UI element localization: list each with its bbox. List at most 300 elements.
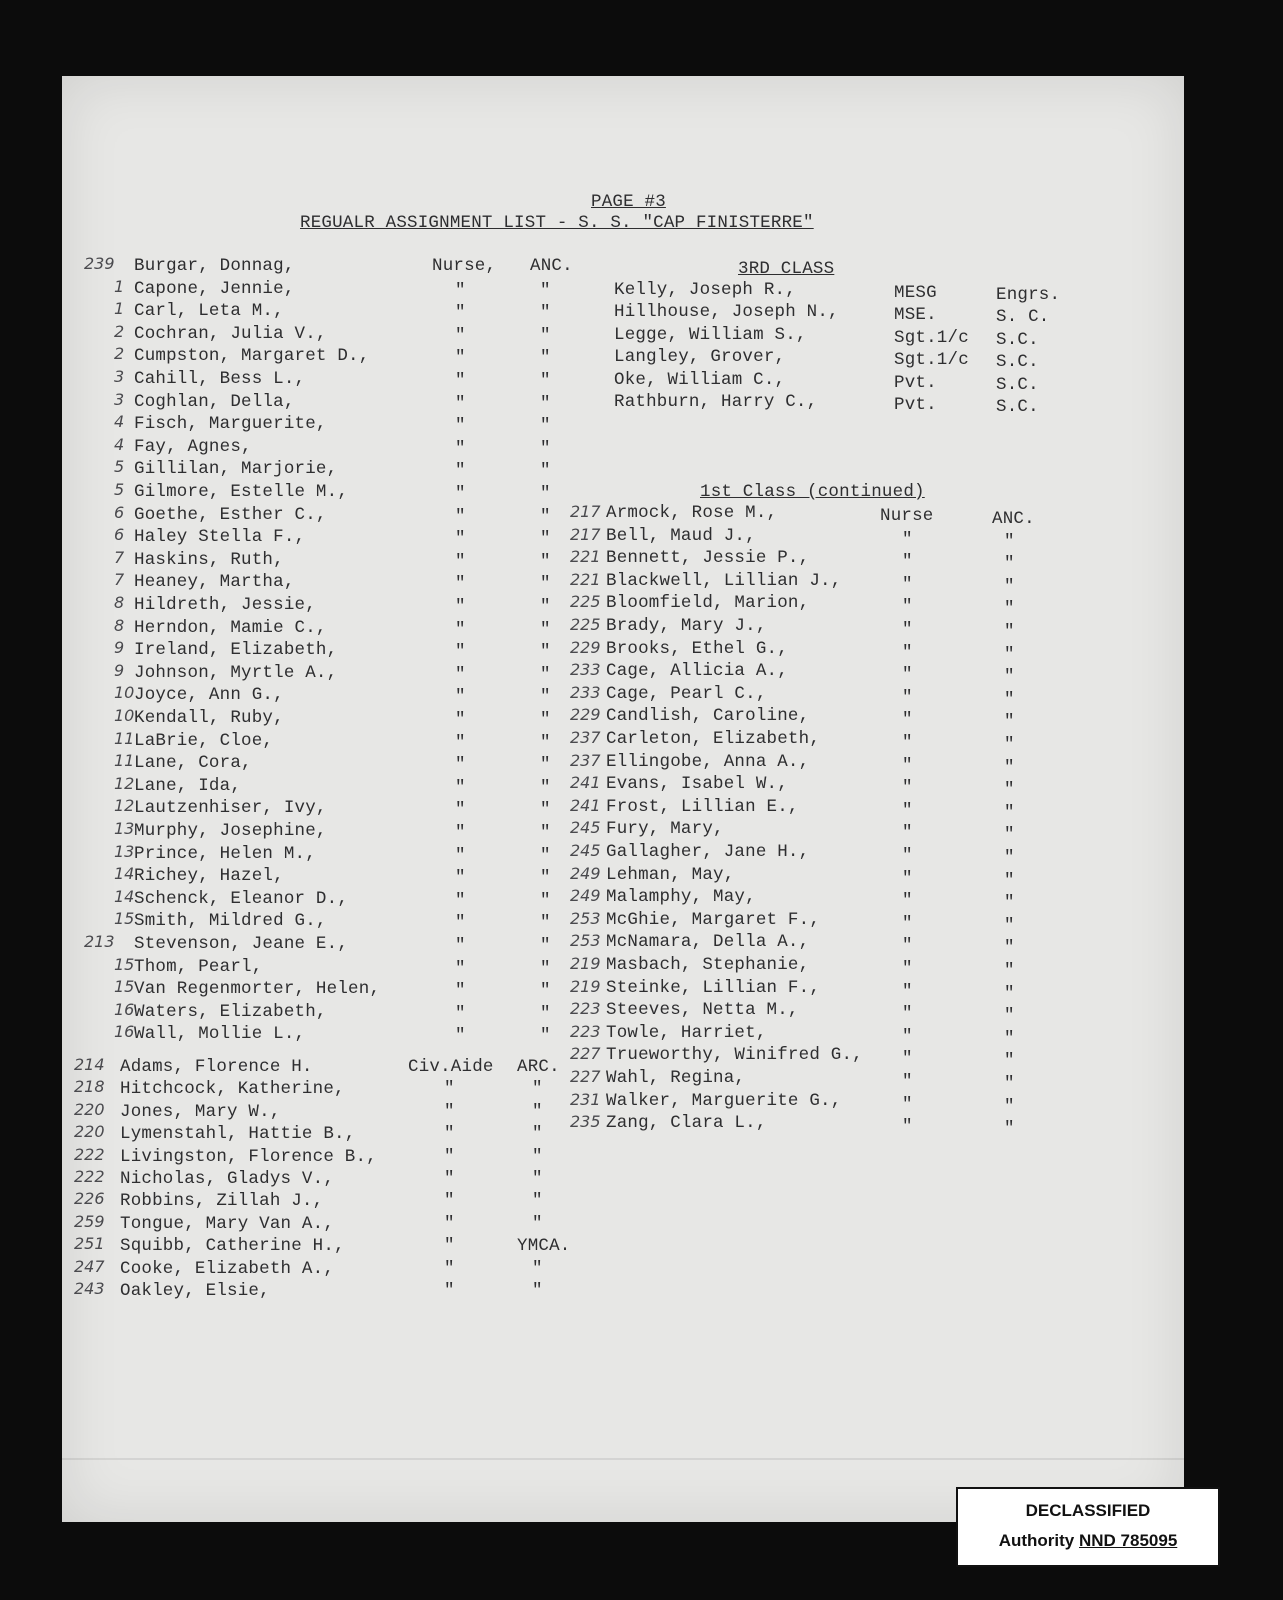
row-mark: 220 (74, 1122, 105, 1142)
first-class-name: Gallagher, Jane H., (606, 842, 810, 862)
first-class-col2: " (1004, 938, 1015, 959)
first-class-col2: " (1004, 667, 1015, 688)
aide-col2: " (532, 1281, 543, 1301)
aide-name: Robbins, Zillah J., (120, 1191, 324, 1212)
nurse-name: Fay, Agnes, (134, 436, 252, 457)
aide-name: Nicholas, Gladys V., (120, 1169, 335, 1189)
row-mark: 233 (570, 660, 601, 680)
nurse-name: Coghlan, Della, (134, 391, 295, 412)
aide-col2: " (532, 1079, 543, 1100)
nurse-name: Cumpston, Margaret D., (134, 346, 370, 367)
nurse-col2: " (540, 1003, 551, 1024)
aide-name: Adams, Florence H. (120, 1057, 313, 1077)
third-class-rank: Pvt. (894, 372, 937, 393)
nurse-col1: " (455, 642, 466, 663)
first-class-col1: " (902, 868, 913, 889)
nurse-col1: " (455, 913, 466, 934)
first-class-col2: " (1004, 689, 1015, 710)
nurse-name: Gillilan, Marjorie, (134, 459, 338, 480)
first-class-col2: " (1004, 1074, 1015, 1094)
first-class-col2: " (1004, 554, 1015, 575)
row-mark: 3 (114, 389, 125, 409)
row-mark: 241 (570, 773, 601, 793)
first-class-name: Candlish, Caroline, (606, 706, 810, 727)
first-class-name: Frost, Lillian E., (606, 796, 799, 817)
third-class-title: 3RD CLASS (738, 259, 835, 279)
first-col-header-anc: ANC. (992, 509, 1035, 529)
first-class-name: Wahl, Regina, (606, 1068, 746, 1088)
nurse-col2: " (540, 823, 551, 843)
row-mark: 217 (570, 524, 601, 544)
first-class-col2: " (1004, 870, 1015, 891)
row-mark: 11 (114, 751, 135, 771)
row-mark: 2 (114, 321, 125, 341)
nurse-col2: " (540, 393, 551, 414)
row-mark: 11 (114, 728, 135, 748)
left-col-header-nurse: Nurse, (432, 256, 497, 276)
row-mark: 245 (570, 841, 601, 860)
stamp-authority-number: NND 785095 (1079, 1531, 1178, 1550)
first-class-col1: " (902, 1094, 913, 1115)
nurse-col2: " (540, 348, 551, 369)
row-mark: 219 (570, 976, 601, 996)
third-class-branch: Engrs. (996, 285, 1061, 305)
aide-name: Hitchcock, Katherine, (120, 1079, 345, 1100)
nurse-col1: " (455, 687, 466, 708)
row-mark: 8 (114, 615, 125, 635)
first-class-col2: " (1004, 1096, 1015, 1117)
first-class-col1: " (902, 552, 913, 573)
aide-name: Oakley, Elsie, (120, 1281, 270, 1301)
row-mark: 225 (570, 615, 601, 634)
nurse-col1: " (455, 619, 466, 640)
nurse-col2: " (540, 416, 551, 437)
third-class-branch: S.C. (996, 329, 1039, 350)
first-class-name: Fury, Mary, (606, 819, 724, 840)
first-class-col2: " (1004, 1119, 1015, 1140)
stamp-authority-label: Authority (998, 1531, 1075, 1550)
row-mark: 226 (74, 1189, 105, 1209)
nurse-col2: " (540, 551, 551, 572)
aide-name: Cooke, Elizabeth A., (120, 1258, 335, 1279)
aide-name: Jones, Mary W., (120, 1101, 281, 1122)
nurse-col1: " (455, 529, 466, 550)
nurse-col1: " (455, 280, 466, 301)
nurse-col1: " (455, 936, 466, 956)
aide-col1: " (444, 1213, 455, 1234)
aide-col2: " (532, 1124, 543, 1145)
first-class-col2: " (1004, 848, 1015, 868)
page-label: PAGE #3 (591, 192, 666, 212)
first-class-col2: " (1004, 915, 1015, 936)
nurse-name: Joyce, Ann G., (134, 685, 284, 706)
nurse-col2: " (540, 574, 551, 595)
nurse-col1: " (455, 416, 466, 437)
left-col-header-anc: ANC. (530, 256, 573, 276)
nurse-col2: " (540, 303, 551, 324)
nurse-col2: " (540, 529, 551, 550)
nurse-col2: " (540, 280, 551, 301)
third-class-branch: S.C. (996, 397, 1039, 417)
aide-col1: " (444, 1191, 455, 1212)
nurse-name: Lane, Cora, (134, 753, 252, 774)
first-class-name: Ellingobe, Anna A., (606, 751, 810, 772)
nurse-name: Smith, Mildred G., (134, 911, 327, 932)
first-class-col1: " (902, 778, 913, 799)
first-class-col1: " (902, 733, 913, 753)
aide-col1: " (444, 1281, 455, 1301)
first-class-name: Towle, Harriet, (606, 1022, 767, 1043)
nurse-col2: " (540, 687, 551, 708)
nurse-col2: " (540, 732, 551, 753)
first-class-name: Cage, Pearl C., (606, 683, 767, 704)
third-class-name: Hillhouse, Joseph N., (614, 302, 839, 323)
row-mark: 16 (114, 999, 135, 1019)
row-mark: 15 (114, 909, 135, 929)
aide-name: Squibb, Catherine H., (120, 1236, 345, 1257)
aide-col2: " (532, 1213, 543, 1234)
first-class-name: Walker, Marguerite G., (606, 1090, 842, 1111)
aide-col2: " (532, 1169, 543, 1189)
nurse-name: Lautzenhiser, Ivy, (134, 798, 327, 819)
row-mark: 229 (570, 637, 601, 657)
nurse-col1: " (455, 1026, 466, 1047)
row-mark: 237 (570, 728, 601, 747)
first-class-col2: " (1004, 1006, 1015, 1027)
row-mark: 222 (74, 1167, 105, 1186)
nurse-col1: " (455, 823, 466, 843)
row-mark: 2 (114, 344, 125, 364)
stamp-authority (958, 1531, 1218, 1551)
row-mark: 231 (570, 1089, 601, 1109)
first-class-name: Lehman, May, (606, 864, 735, 885)
first-class-name: Malamphy, May, (606, 887, 756, 908)
declassified-stamp (956, 1487, 1220, 1567)
row-mark: 227 (570, 1067, 601, 1086)
third-class-name: Legge, William S., (614, 324, 807, 345)
row-mark: 213 (84, 932, 115, 951)
row-mark: 15 (114, 977, 135, 997)
aide-col1: Civ.Aide (408, 1057, 494, 1077)
first-class-name: Masbach, Stephanie, (606, 955, 810, 975)
first-class-col1: " (902, 597, 913, 618)
third-class-rank: Sgt.1/c (894, 350, 969, 371)
row-mark: 222 (74, 1144, 105, 1164)
row-mark: 259 (74, 1211, 105, 1231)
row-mark: 9 (114, 638, 125, 658)
nurse-col2: " (540, 506, 551, 527)
first-class-col1: " (902, 1117, 913, 1138)
first-class-col1: " (902, 913, 913, 934)
third-class-name: Rathburn, Harry C., (614, 392, 818, 412)
first-class-col2: " (1004, 1051, 1015, 1072)
aide-col2: " (532, 1146, 543, 1167)
first-class-name: Bell, Maud J., (606, 525, 756, 546)
row-mark: 7 (114, 570, 125, 590)
aide-col1: " (444, 1169, 455, 1189)
aide-col2: " (532, 1101, 543, 1122)
row-mark: 16 (114, 1022, 135, 1042)
first-class-col1: " (902, 665, 913, 686)
nurse-name: Van Regenmorter, Helen, (134, 979, 381, 1000)
first-class-col1: " (902, 981, 913, 1002)
row-mark: 1 (114, 276, 125, 296)
nurse-col2: " (540, 981, 551, 1002)
row-mark: 4 (114, 412, 125, 432)
nurse-col1: " (455, 348, 466, 369)
nurse-col1: " (455, 438, 466, 459)
aide-col1: " (444, 1236, 455, 1257)
row-mark: 229 (570, 705, 601, 725)
nurse-col1: " (455, 371, 466, 391)
first-class-col1: " (902, 1004, 913, 1025)
row-mark: 9 (114, 660, 125, 680)
first-class-col1: " (902, 846, 913, 866)
third-class-branch: S.C. (996, 352, 1039, 373)
first-class-name: Cage, Allicia A., (606, 661, 788, 682)
row-mark: 10 (114, 683, 135, 703)
nurse-name: Thom, Pearl, (134, 956, 263, 977)
row-mark: 253 (570, 908, 601, 928)
nurse-col2: " (540, 710, 551, 730)
first-class-col2: " (1004, 576, 1015, 597)
aide-name: Lymenstahl, Hattie B., (120, 1124, 356, 1145)
nurse-col2: " (540, 936, 551, 956)
row-mark: 249 (570, 863, 601, 883)
nurse-name: Wall, Mollie L., (134, 1024, 306, 1045)
first-class-col1: " (902, 710, 913, 731)
row-mark: 5 (114, 457, 125, 477)
row-mark: 227 (570, 1044, 601, 1064)
first-class-col2: " (1004, 735, 1015, 755)
row-mark: 249 (570, 886, 601, 906)
row-mark: 219 (570, 954, 601, 973)
nurse-col1: " (455, 484, 466, 504)
nurse-col2: " (540, 1026, 551, 1047)
aide-name: Livingston, Florence B., (120, 1146, 377, 1167)
first-class-col1: " (902, 891, 913, 912)
first-class-col1: " (902, 755, 913, 776)
first-class-name: Evans, Isabel W., (606, 774, 788, 795)
first-class-col2: " (1004, 712, 1015, 733)
third-class-rank: Sgt.1/c (894, 327, 969, 348)
nurse-col1: " (455, 664, 466, 685)
first-class-col2: " (1004, 644, 1015, 665)
third-class-rank: Pvt. (894, 395, 937, 415)
nurse-name: Fisch, Marguerite, (134, 414, 327, 435)
first-class-name: Trueworthy, Winifred G., (606, 1045, 863, 1066)
first-class-name: Steinke, Lillian F., (606, 977, 821, 998)
first-class-col1: " (902, 936, 913, 957)
aide-col2: YMCA. (517, 1236, 571, 1257)
row-mark: 7 (114, 547, 125, 567)
nurse-col1: " (455, 777, 466, 798)
first-class-name: Blackwell, Lillian J., (606, 570, 842, 591)
nurse-col1: " (455, 597, 466, 617)
row-mark: 5 (114, 480, 125, 499)
nurse-col2: " (540, 777, 551, 798)
nurse-name: Goethe, Esther C., (134, 504, 327, 525)
first-class-name: Armock, Rose M., (606, 503, 778, 523)
nurse-col2: " (540, 484, 551, 504)
row-mark: 13 (114, 841, 135, 861)
nurse-name: Capone, Jennie, (134, 278, 295, 299)
first-col-header-nurse: Nurse (880, 506, 934, 526)
nurse-col2: " (540, 913, 551, 934)
aide-col1: " (444, 1101, 455, 1122)
first-class-col2: " (1004, 825, 1015, 846)
row-mark: 217 (570, 502, 601, 521)
nurse-name: LaBrie, Cloe, (134, 730, 274, 751)
nurse-col1: " (455, 800, 466, 821)
third-class-branch: S.C. (996, 374, 1039, 395)
nurse-col1: " (455, 755, 466, 776)
first-class-col2: " (1004, 961, 1015, 981)
nurse-col2: " (540, 438, 551, 459)
row-mark: 14 (114, 886, 135, 906)
row-mark: 225 (570, 592, 601, 612)
first-class-col2: " (1004, 780, 1015, 801)
third-class-rank: MSE. (894, 305, 937, 326)
row-mark: 8 (114, 593, 125, 612)
third-class-rank: MESG (894, 283, 937, 303)
third-class-name: Langley, Grover, (614, 347, 786, 368)
aide-col1: " (444, 1146, 455, 1167)
nurse-name: Hildreth, Jessie, (134, 595, 316, 615)
nurse-col1: " (455, 710, 466, 730)
aide-col2: ARC. (517, 1057, 560, 1077)
first-class-col1: " (902, 1072, 913, 1092)
nurse-name: Kendall, Ruby, (134, 708, 284, 728)
nurse-name: Johnson, Myrtle A., (134, 662, 338, 683)
nurse-name: Herndon, Mamie C., (134, 617, 327, 638)
first-class-col1: " (902, 642, 913, 663)
first-class-col1: " (902, 1026, 913, 1047)
aide-col1: " (444, 1258, 455, 1279)
row-mark: 214 (74, 1055, 105, 1074)
stamp-declassified: DECLASSIFIED (1025, 1501, 1151, 1520)
nurse-col1: " (455, 958, 466, 979)
first-class-name: Carleton, Elizabeth, (606, 729, 821, 749)
nurse-name: Haley Stella F., (134, 527, 306, 548)
nurse-name: Richey, Hazel, (134, 866, 284, 887)
nurse-col2: " (540, 890, 551, 911)
first-class-name: McGhie, Margaret F., (606, 909, 821, 930)
first-class-name: McNamara, Della A., (606, 932, 810, 953)
nurse-name: Ireland, Elizabeth, (134, 640, 338, 661)
first-class-col2: " (1004, 622, 1015, 642)
row-mark: 241 (570, 795, 601, 815)
nurse-col1: " (455, 303, 466, 324)
nurse-col2: " (540, 845, 551, 866)
first-class-col1: " (902, 823, 913, 844)
first-class-col2: " (1004, 757, 1015, 778)
first-class-name: Bloomfield, Marion, (606, 593, 810, 614)
row-mark: 6 (114, 525, 125, 545)
first-class-col2: " (1004, 599, 1015, 620)
nurse-col1: " (455, 868, 466, 889)
nurse-col2: " (540, 868, 551, 889)
nurse-col1: " (455, 551, 466, 572)
first-class-name: Zang, Clara L., (606, 1113, 767, 1134)
first-class-col2: " (1004, 531, 1015, 552)
first-class-col2: " (1004, 983, 1015, 1004)
row-mark: 221 (570, 569, 601, 589)
nurse-col1: " (455, 732, 466, 753)
row-mark: 233 (570, 682, 601, 702)
row-mark: 235 (570, 1112, 601, 1132)
nurse-col2: " (540, 619, 551, 640)
nurse-name: Prince, Helen M., (134, 843, 316, 864)
third-class-name: Oke, William C., (614, 369, 786, 390)
first-class-col2: " (1004, 1028, 1015, 1049)
row-mark: 4 (114, 434, 125, 454)
nurse-name: Burgar, Donnag, (134, 256, 295, 276)
first-class-col1: " (902, 800, 913, 821)
list-title: REGUALR ASSIGNMENT LIST - S. S. "CAP FINISTERRE" (300, 213, 814, 233)
first-class-col1: " (902, 959, 913, 979)
nurse-col1: " (455, 574, 466, 595)
first-class-name: Bennett, Jessie P., (606, 548, 810, 569)
third-class-branch: S. C. (996, 307, 1050, 328)
nurse-name: Waters, Elizabeth, (134, 1001, 327, 1022)
nurse-col2: " (540, 800, 551, 821)
nurse-col1: " (455, 890, 466, 911)
row-mark: 251 (74, 1234, 105, 1254)
document-page (62, 76, 1184, 1522)
row-mark: 221 (570, 547, 601, 567)
nurse-col1: " (455, 1003, 466, 1024)
aide-name: Tongue, Mary Van A., (120, 1213, 335, 1234)
nurse-col2: " (540, 642, 551, 663)
nurse-name: Heaney, Martha, (134, 572, 295, 593)
first-class-name: Brady, Mary J., (606, 616, 767, 636)
nurse-col1: " (455, 981, 466, 1002)
nurse-col1: " (455, 845, 466, 866)
row-mark: 1 (114, 299, 125, 319)
first-class-col1: " (902, 1049, 913, 1070)
row-mark: 15 (114, 954, 135, 974)
row-mark: 243 (74, 1279, 105, 1298)
first-class-name: Brooks, Ethel G., (606, 638, 788, 659)
nurse-col2: " (540, 461, 551, 482)
row-mark: 12 (114, 796, 135, 816)
row-mark: 13 (114, 819, 135, 838)
aide-col2: " (532, 1258, 543, 1279)
first-class-col2: " (1004, 802, 1015, 823)
row-mark: 245 (570, 818, 601, 838)
nurse-name: Lane, Ida, (134, 775, 242, 796)
row-mark: 223 (570, 999, 601, 1019)
nurse-name: Carl, Leta M., (134, 301, 284, 322)
nurse-name: Schenck, Eleanor D., (134, 888, 349, 909)
aide-col2: " (532, 1191, 543, 1212)
first-class-title: 1st Class (continued) (700, 482, 925, 502)
row-mark: 237 (570, 750, 601, 770)
nurse-col2: " (540, 325, 551, 346)
aide-col1: " (444, 1124, 455, 1145)
nurse-name: Stevenson, Jeane E., (134, 934, 349, 954)
row-mark: 10 (114, 706, 135, 725)
nurse-col2: " (540, 958, 551, 979)
row-mark: 220 (74, 1099, 105, 1119)
row-mark: 12 (114, 773, 135, 793)
row-mark: 253 (570, 931, 601, 951)
nurse-col2: " (540, 755, 551, 776)
row-mark: 218 (74, 1077, 105, 1097)
first-class-col1: " (902, 687, 913, 708)
row-mark: 6 (114, 502, 125, 522)
